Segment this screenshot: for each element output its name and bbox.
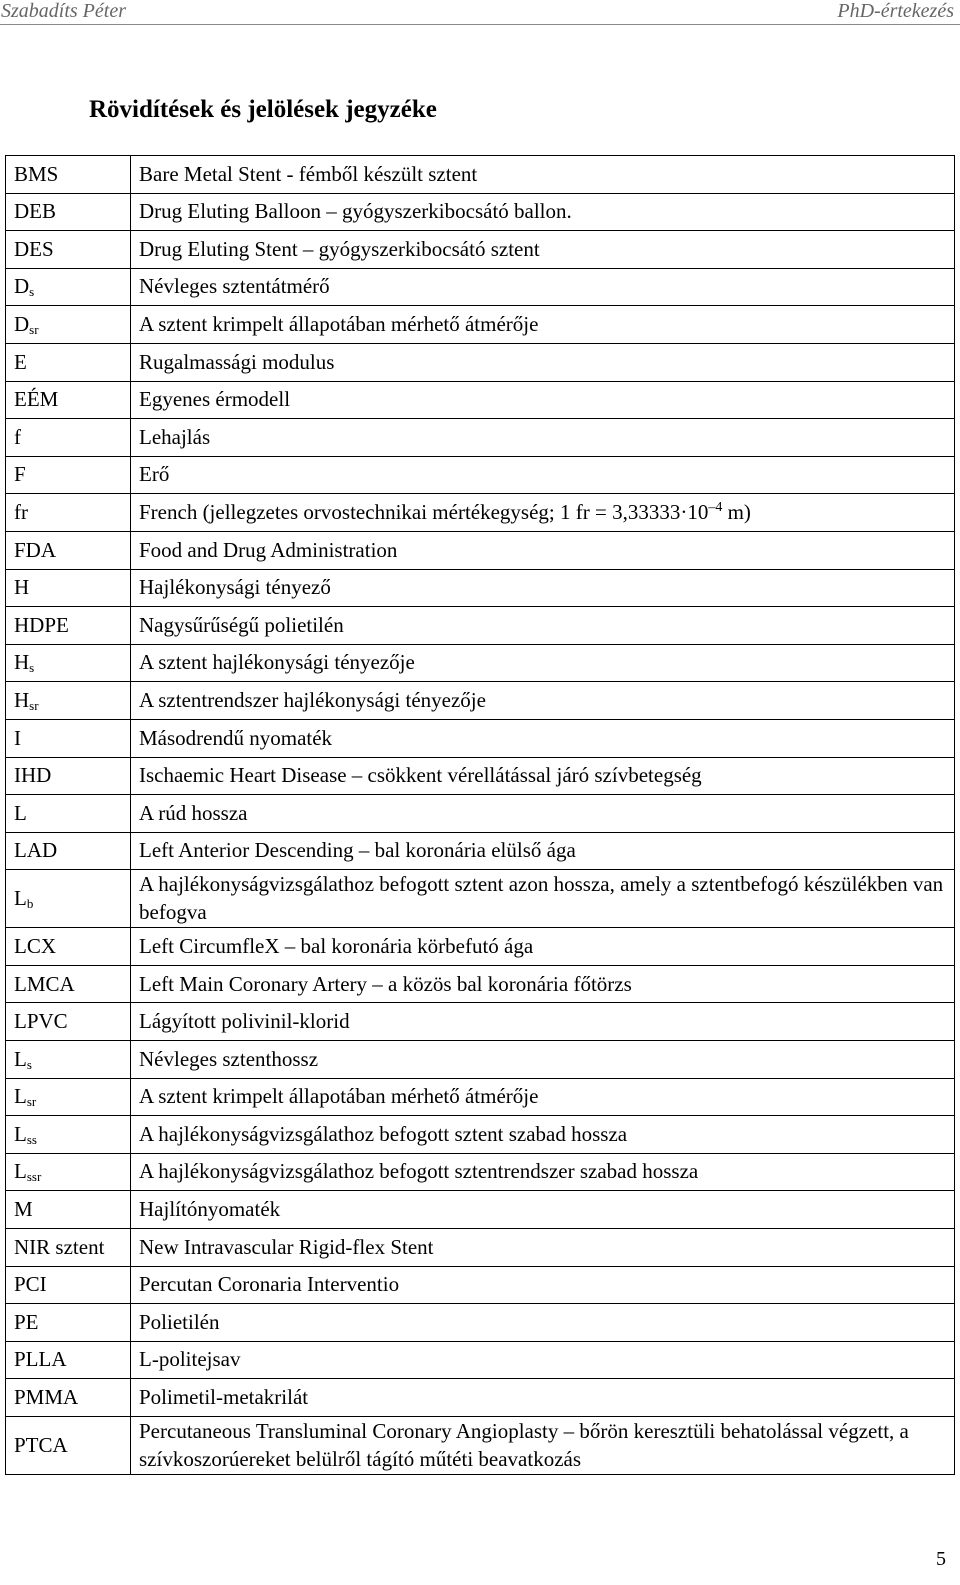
table-row bbox=[6, 928, 955, 966]
symbol-subscript: sr bbox=[29, 697, 39, 713]
symbol-cell bbox=[6, 569, 131, 607]
symbol-cell bbox=[6, 419, 131, 457]
definition-text: Food and Drug Administration bbox=[139, 537, 398, 562]
table-row bbox=[6, 231, 955, 269]
definition-cell bbox=[131, 607, 955, 645]
definition-cell bbox=[131, 1229, 955, 1267]
definition-text: French (jellegzetes orvostechnikai mértékegység; 1 fr = 3,33333·10 bbox=[139, 499, 709, 524]
page-number: 5 bbox=[936, 1548, 946, 1570]
definition-text: Egyenes érmodell bbox=[139, 387, 291, 412]
symbol-base: BMS bbox=[14, 161, 59, 186]
symbol-base: EÉM bbox=[14, 387, 59, 412]
definition-cell bbox=[131, 156, 955, 194]
symbol-base: HDPE bbox=[14, 612, 69, 637]
symbol-base: D bbox=[14, 274, 30, 299]
table-row bbox=[6, 832, 955, 870]
table-row bbox=[6, 757, 955, 795]
table-row bbox=[6, 1266, 955, 1304]
table-row bbox=[6, 719, 955, 757]
definition-text: Lágyított polivinil-klorid bbox=[139, 1009, 350, 1034]
definition-text: New Intravascular Rigid-flex Stent bbox=[139, 1234, 434, 1259]
definition-cell bbox=[131, 965, 955, 1003]
table-row bbox=[6, 1191, 955, 1229]
symbol-cell bbox=[6, 531, 131, 569]
definition-exponent: –4 bbox=[708, 499, 723, 515]
symbol-cell bbox=[6, 832, 131, 870]
definition-text: Nagysűrűségű polietilén bbox=[139, 612, 344, 637]
symbol-base: PTCA bbox=[14, 1432, 68, 1457]
table-row bbox=[6, 569, 955, 607]
table-row bbox=[6, 1417, 955, 1475]
table-row bbox=[6, 1153, 955, 1191]
definition-cell bbox=[131, 456, 955, 494]
symbol-cell bbox=[6, 719, 131, 757]
definition-text: A hajlékonyságvizsgálathoz befogott sztentrendszer szabad hossza bbox=[139, 1159, 699, 1184]
definition-cell bbox=[131, 757, 955, 795]
table-row bbox=[6, 156, 955, 194]
definition-cell bbox=[131, 1078, 955, 1116]
symbol-base: F bbox=[14, 462, 26, 487]
symbol-cell bbox=[6, 1153, 131, 1191]
table-row bbox=[6, 268, 955, 306]
table-row bbox=[6, 1078, 955, 1116]
table-row bbox=[6, 306, 955, 344]
symbol-cell bbox=[6, 1078, 131, 1116]
definition-cell bbox=[131, 1003, 955, 1041]
symbol-cell bbox=[6, 928, 131, 966]
symbol-base: PE bbox=[14, 1309, 39, 1334]
symbol-cell bbox=[6, 306, 131, 344]
definition-cell bbox=[131, 306, 955, 344]
definition-text: Bare Metal Stent - fémből készült sztent bbox=[139, 161, 478, 186]
symbol-base: PMMA bbox=[14, 1385, 79, 1410]
definition-cell bbox=[131, 1304, 955, 1342]
symbol-base: fr bbox=[14, 499, 28, 524]
table-row bbox=[6, 1003, 955, 1041]
definition-text: A rúd hossza bbox=[139, 800, 248, 825]
definition-cell bbox=[131, 531, 955, 569]
definition-cell bbox=[131, 268, 955, 306]
definition-text: A sztent krimpelt állapotában mérhető átmérője bbox=[139, 312, 539, 337]
definition-cell bbox=[131, 1116, 955, 1154]
definition-text-end: m) bbox=[722, 499, 751, 524]
symbol-base: H bbox=[14, 687, 30, 712]
definition-text: Névleges sztenthossz bbox=[139, 1046, 319, 1071]
symbol-base: I bbox=[14, 725, 21, 750]
symbol-base: LMCA bbox=[14, 971, 75, 996]
definition-cell bbox=[131, 1266, 955, 1304]
table-row bbox=[6, 965, 955, 1003]
table-row bbox=[6, 1041, 955, 1079]
symbol-cell bbox=[6, 795, 131, 833]
definition-cell bbox=[131, 193, 955, 231]
definition-cell bbox=[131, 231, 955, 269]
definition-cell bbox=[131, 569, 955, 607]
definition-cell bbox=[131, 719, 955, 757]
symbol-subscript: sr bbox=[26, 1094, 37, 1110]
symbol-subscript: ssr bbox=[26, 1169, 42, 1185]
symbol-base: LAD bbox=[14, 838, 58, 863]
symbol-subscript: b bbox=[26, 896, 34, 912]
definition-cell bbox=[131, 832, 955, 870]
definition-text: Lehajlás bbox=[139, 424, 211, 449]
definition-cell bbox=[131, 419, 955, 457]
definition-text: A sztent hajlékonysági tényezője bbox=[139, 650, 415, 675]
symbol-cell bbox=[6, 456, 131, 494]
symbol-cell bbox=[6, 757, 131, 795]
definition-text: Left CircumfleX – bal koronária körbefutó ága bbox=[139, 933, 534, 958]
symbol-base: LCX bbox=[14, 933, 56, 958]
symbol-base: M bbox=[14, 1197, 33, 1222]
definition-cell bbox=[131, 1379, 955, 1417]
symbol-cell bbox=[6, 965, 131, 1003]
definition-text: Erő bbox=[139, 462, 170, 487]
table-row bbox=[6, 795, 955, 833]
definition-cell bbox=[131, 795, 955, 833]
symbol-base: DES bbox=[14, 236, 54, 261]
table-row bbox=[6, 1341, 955, 1379]
definition-text: Drug Eluting Stent – gyógyszerkibocsátó sztent bbox=[139, 236, 540, 261]
symbol-cell bbox=[6, 1041, 131, 1079]
header-doc-type: PhD-értekezés bbox=[837, 0, 954, 22]
abbreviation-table-body bbox=[6, 156, 955, 1475]
definition-cell bbox=[131, 1191, 955, 1229]
definition-text: Left Anterior Descending – bal koronária elülső ága bbox=[139, 838, 576, 863]
table-row bbox=[6, 644, 955, 682]
symbol-cell bbox=[6, 644, 131, 682]
table-row bbox=[6, 1379, 955, 1417]
table-row bbox=[6, 682, 955, 720]
symbol-cell bbox=[6, 1191, 131, 1229]
symbol-cell bbox=[6, 231, 131, 269]
definition-text: Rugalmassági modulus bbox=[139, 349, 335, 374]
symbol-cell bbox=[6, 193, 131, 231]
symbol-base: L bbox=[14, 1084, 27, 1109]
definition-text: Névleges sztentátmérő bbox=[139, 274, 330, 299]
symbol-cell bbox=[6, 682, 131, 720]
definition-text: Ischaemic Heart Disease – csökkent vérellátással járó szívbetegség bbox=[139, 763, 702, 788]
symbol-base: L bbox=[14, 1046, 27, 1071]
table-row bbox=[6, 381, 955, 419]
abbreviation-table bbox=[5, 155, 955, 1475]
header-author: Szabadíts Péter bbox=[1, 0, 126, 22]
definition-text: Drug Eluting Balloon – gyógyszerkibocsátó ballon. bbox=[139, 199, 572, 224]
symbol-cell bbox=[6, 1229, 131, 1267]
symbol-cell bbox=[6, 1116, 131, 1154]
table-row bbox=[6, 193, 955, 231]
symbol-base: DEB bbox=[14, 199, 56, 224]
symbol-cell bbox=[6, 1266, 131, 1304]
symbol-base: E bbox=[14, 349, 27, 374]
definition-cell bbox=[131, 381, 955, 419]
definition-text: A hajlékonyságvizsgálathoz befogott sztent szabad hossza bbox=[139, 1121, 628, 1146]
table-row bbox=[6, 456, 955, 494]
symbol-base: H bbox=[14, 650, 30, 675]
symbol-base: IHD bbox=[14, 763, 52, 788]
definition-cell bbox=[131, 928, 955, 966]
definition-text: Másodrendű nyomaték bbox=[139, 725, 333, 750]
definition-cell bbox=[131, 644, 955, 682]
symbol-base: NIR sztent bbox=[14, 1234, 105, 1259]
symbol-subscript: s bbox=[26, 1056, 32, 1072]
symbol-base: D bbox=[14, 312, 30, 337]
definition-text: A sztent krimpelt állapotában mérhető átmérője bbox=[139, 1084, 539, 1109]
definition-cell bbox=[131, 870, 955, 928]
definition-cell bbox=[131, 494, 955, 532]
symbol-cell bbox=[6, 268, 131, 306]
symbol-base: L bbox=[14, 886, 27, 911]
table-row bbox=[6, 494, 955, 532]
definition-text: Percutaneous Transluminal Coronary Angioplasty – bőrön keresztüli behatolással végzett, a szívkoszorúereket belülről tágító műtéti beavatkozás bbox=[139, 1419, 909, 1471]
symbol-cell bbox=[6, 156, 131, 194]
definition-text: Left Main Coronary Artery – a közös bal koronária főtörzs bbox=[139, 971, 632, 996]
symbol-subscript: sr bbox=[29, 322, 39, 338]
symbol-base: PLLA bbox=[14, 1347, 67, 1372]
table-row bbox=[6, 1304, 955, 1342]
definition-text: Hajlékonysági tényező bbox=[139, 575, 331, 600]
definition-text: Hajlítónyomaték bbox=[139, 1197, 281, 1222]
symbol-cell bbox=[6, 1417, 131, 1475]
page-title: Rövidítések és jelölések jegyzéke bbox=[89, 96, 437, 123]
symbol-base: LPVC bbox=[14, 1009, 68, 1034]
symbol-cell bbox=[6, 343, 131, 381]
definition-text: Polimetil-metakrilát bbox=[139, 1385, 309, 1410]
symbol-base: L bbox=[14, 800, 27, 825]
symbol-cell bbox=[6, 1341, 131, 1379]
definition-text: Percutan Coronaria Interventio bbox=[139, 1272, 400, 1297]
symbol-base: L bbox=[14, 1121, 27, 1146]
table-row bbox=[6, 1116, 955, 1154]
table-row bbox=[6, 870, 955, 928]
definition-cell bbox=[131, 1341, 955, 1379]
symbol-base: PCI bbox=[14, 1272, 47, 1297]
table-row bbox=[6, 531, 955, 569]
symbol-cell bbox=[6, 1003, 131, 1041]
page-header bbox=[0, 0, 960, 25]
symbol-cell bbox=[6, 870, 131, 928]
definition-text: A hajlékonyságvizsgálathoz befogott sztent azon hossza, amely a sztentbefogó készülékben van befogva bbox=[139, 872, 944, 924]
definition-cell bbox=[131, 1417, 955, 1475]
symbol-cell bbox=[6, 1379, 131, 1417]
symbol-cell bbox=[6, 494, 131, 532]
definition-cell bbox=[131, 1153, 955, 1191]
table-row bbox=[6, 343, 955, 381]
symbol-base: H bbox=[14, 575, 30, 600]
definition-cell bbox=[131, 682, 955, 720]
definition-text: A sztentrendszer hajlékonysági tényezője bbox=[139, 687, 486, 712]
definition-text: Polietilén bbox=[139, 1309, 220, 1334]
definition-text: L-politejsav bbox=[139, 1347, 241, 1372]
table-row bbox=[6, 1229, 955, 1267]
symbol-subscript: s bbox=[29, 284, 35, 300]
table-row bbox=[6, 607, 955, 645]
symbol-cell bbox=[6, 381, 131, 419]
definition-cell bbox=[131, 343, 955, 381]
symbol-cell bbox=[6, 1304, 131, 1342]
table-row bbox=[6, 419, 955, 457]
symbol-cell bbox=[6, 607, 131, 645]
definition-cell bbox=[131, 1041, 955, 1079]
symbol-subscript: s bbox=[29, 660, 35, 676]
symbol-base: L bbox=[14, 1159, 27, 1184]
symbol-subscript: ss bbox=[26, 1131, 37, 1147]
symbol-base: FDA bbox=[14, 537, 57, 562]
symbol-base: f bbox=[14, 424, 21, 449]
